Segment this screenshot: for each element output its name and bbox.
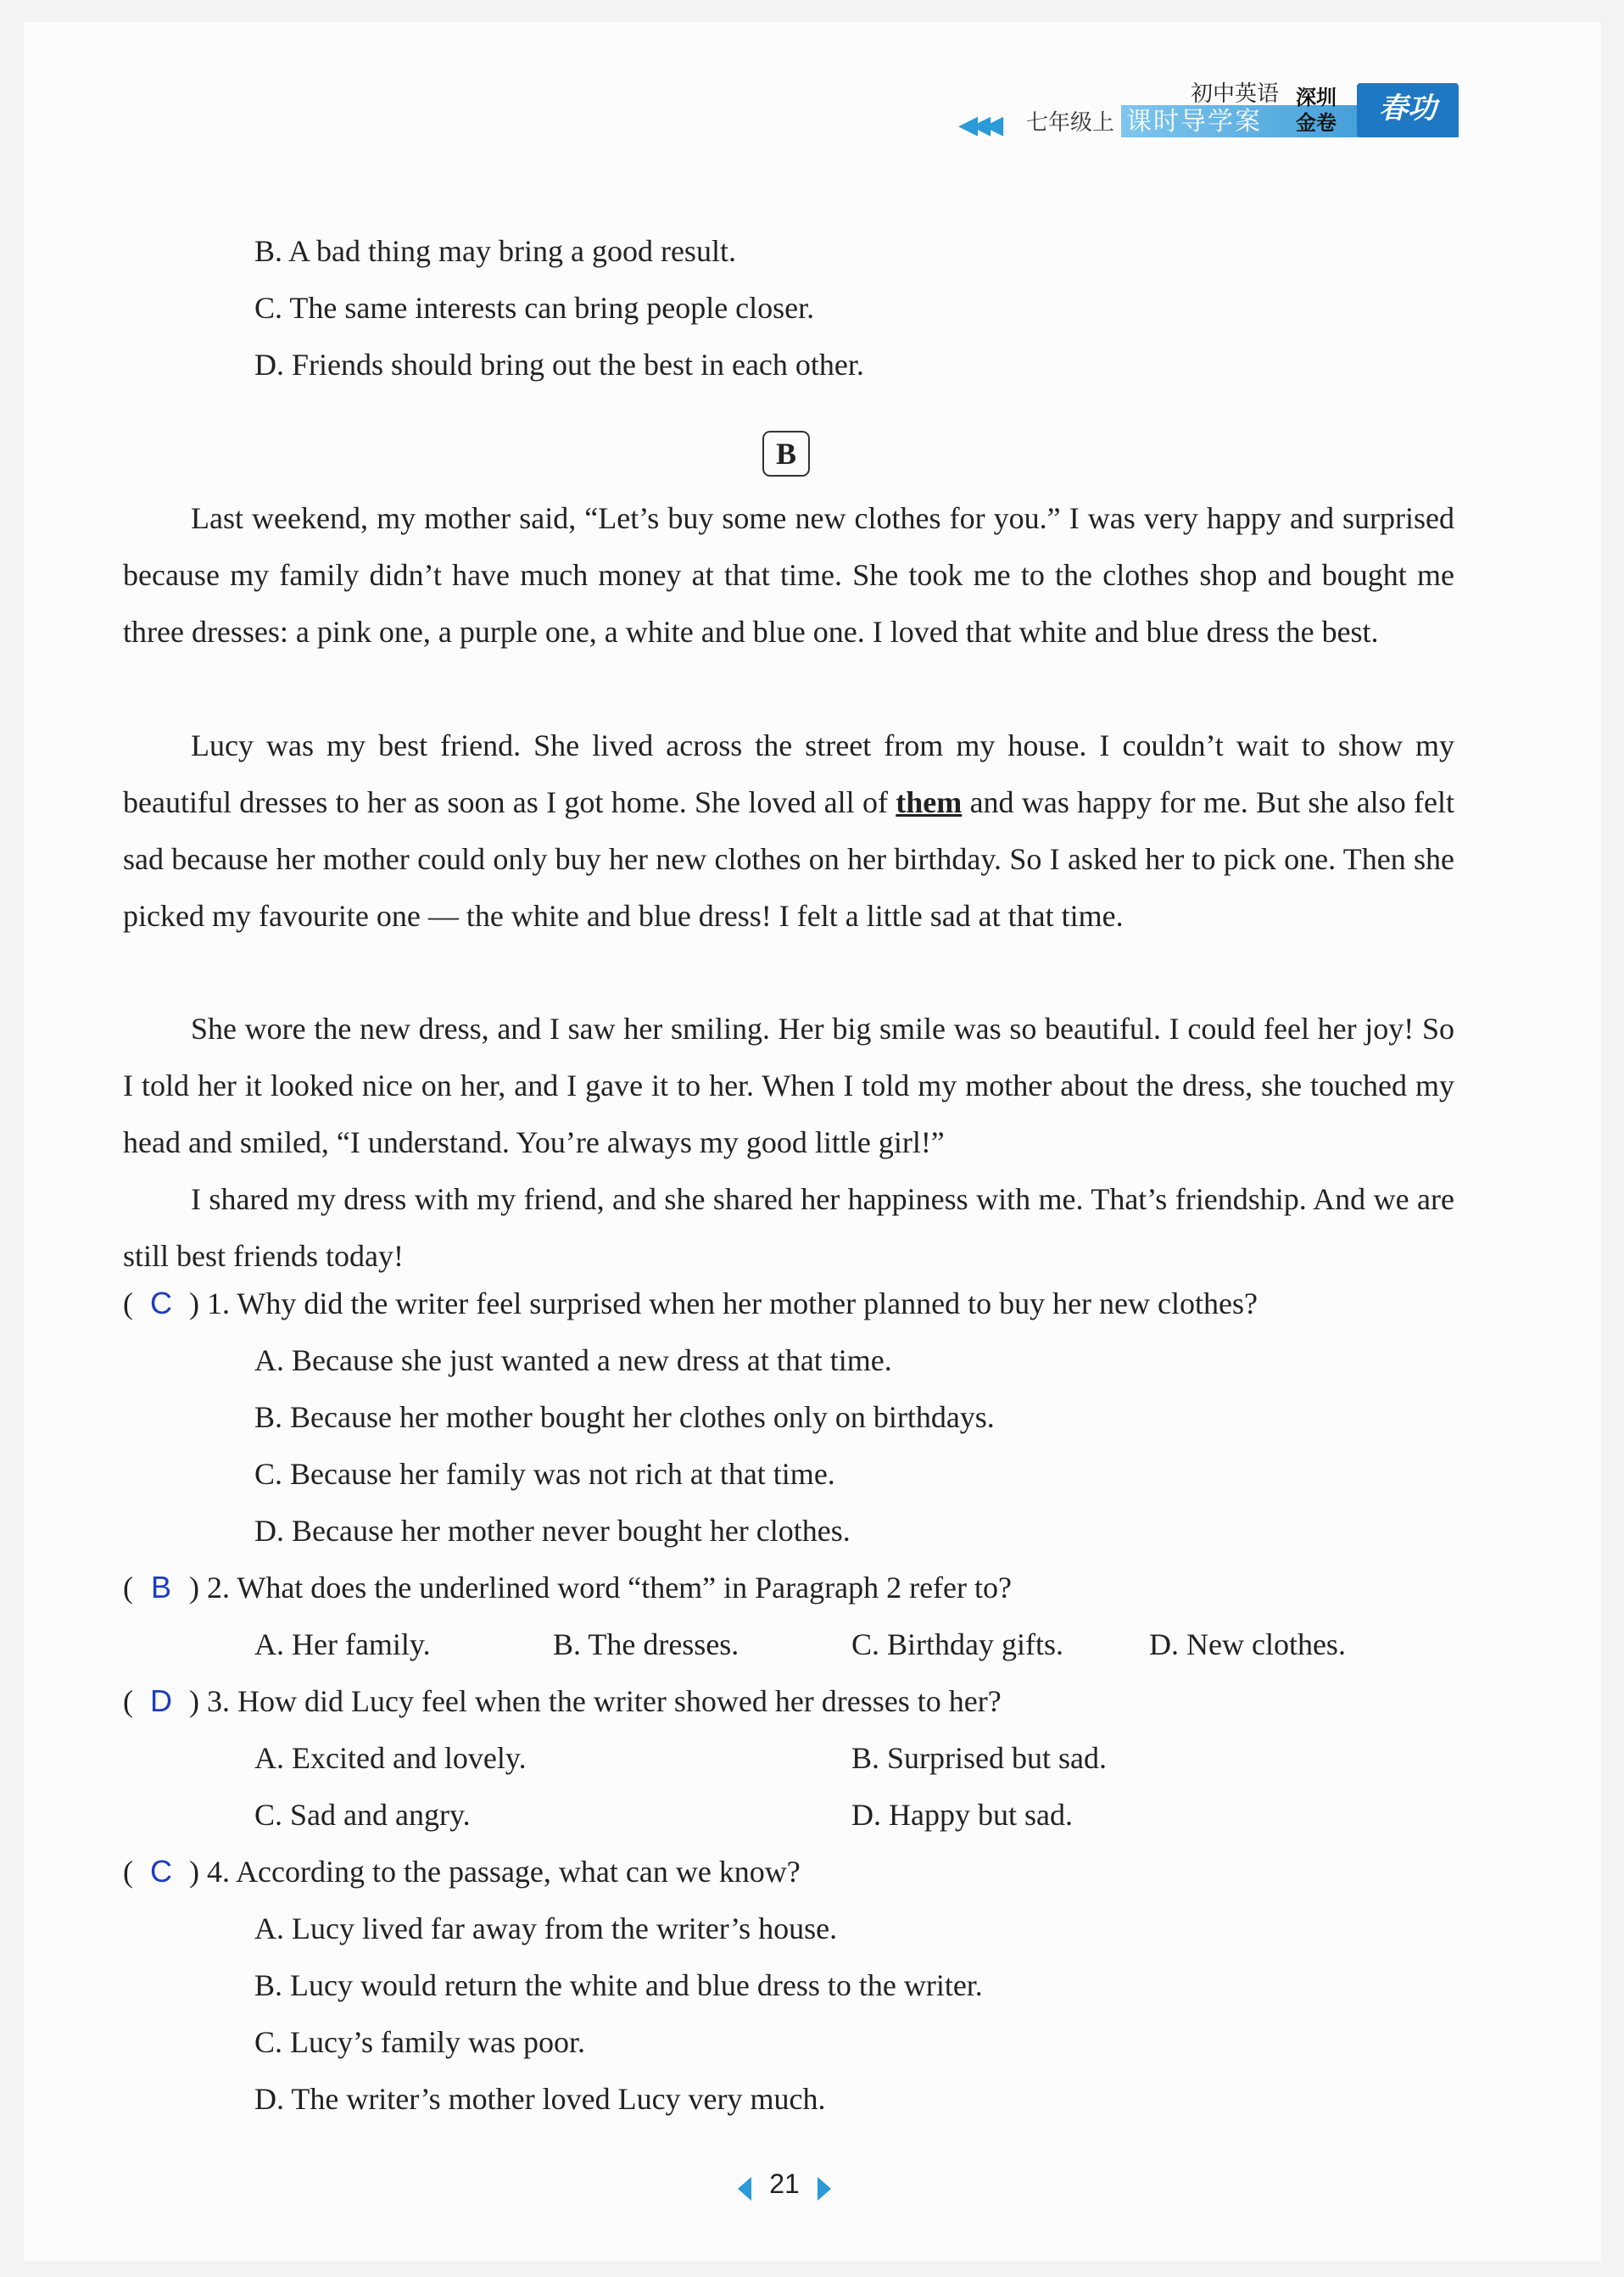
- prev-option-c: C. The same interests can bring people closer.: [254, 291, 815, 325]
- publisher-logo: 春功: [1357, 83, 1459, 137]
- paragraph-3-text: She wore the new dress, and I saw her smiling. Her big smile was so beautiful. I could feel her joy! So I told her it looked nice on her, and I gave it to her. When I told my mother about the dress, she touched my head and smiled, “I understand. You’re always my good little girl!”: [123, 1012, 1454, 1159]
- question-2-stem: 2. What does the underlined word “them” in Paragraph 2 refer to?: [207, 1571, 1012, 1605]
- q2-option-b: B. The dresses.: [553, 1627, 739, 1661]
- grade-label: 七年级上: [1026, 110, 1115, 136]
- question-3: ( D ) 3. How did Lucy feel when the writer showed her dresses to her?: [123, 1683, 1002, 1718]
- page-number: 21: [769, 2168, 800, 2199]
- paragraph-1: [123, 490, 1454, 661]
- question-3-stem: 3. How did Lucy feel when the writer showed her dresses to her?: [207, 1684, 1002, 1718]
- q1-option-a: A. Because she just wanted a new dress at that time.: [254, 1343, 892, 1377]
- header-banner: [958, 81, 1459, 141]
- q1-option-b: B. Because her mother bought her clothes only on birthdays.: [254, 1400, 995, 1434]
- answer-2: B: [150, 1570, 171, 1605]
- question-1: ( C ) 1. Why did the writer feel surprised when her mother planned to buy her new clothes?: [123, 1286, 1258, 1320]
- answer-3: D: [150, 1683, 172, 1718]
- paragraph-3: [123, 1001, 1454, 1171]
- q4-option-b: B. Lucy would return the white and blue dress to the writer.: [254, 1968, 983, 2002]
- paragraph-4: [123, 1171, 1454, 1285]
- section-badge: B: [762, 431, 810, 477]
- next-page-icon: [818, 2177, 831, 2201]
- q4-option-a: A. Lucy lived far away from the writer’s house.: [254, 1911, 838, 1945]
- q3-option-d: D. Happy but sad.: [851, 1798, 1073, 1832]
- answer-4: C: [150, 1854, 172, 1889]
- prev-option-b: B. A bad thing may bring a good result.: [254, 234, 736, 268]
- previous-page-icon: [738, 2177, 751, 2201]
- q3-option-c: C. Sad and angry.: [254, 1798, 471, 1832]
- paragraph-2-text-b: and was happy for me. But she also felt sad because her mother could only buy her new clothes on her birthday. So I asked her to pick one. Then she picked my favourite one — the white and blue dress! I felt a little sad at that time.: [123, 785, 1454, 933]
- left-arrows-icon: ◀◀◀: [958, 110, 997, 140]
- prev-option-d: D. Friends should bring out the best in each other.: [254, 348, 864, 382]
- q1-option-d: D. Because her mother never bought her clothes.: [254, 1514, 851, 1548]
- q2-option-c: C. Birthday gifts.: [851, 1627, 1063, 1661]
- q4-option-c: C. Lucy’s family was poor.: [254, 2025, 585, 2059]
- q1-option-c: C. Because her family was not rich at that time.: [254, 1457, 835, 1491]
- series-label: 深圳金卷: [1296, 86, 1337, 135]
- paragraph-4-text: I shared my dress with my friend, and she shared her happiness with me. That’s friendship. And we are still best friends today!: [123, 1182, 1454, 1273]
- course-title: 课时导学案: [1126, 107, 1262, 137]
- subject-label: 初中英语: [1191, 81, 1280, 107]
- paragraph-1-text: Last weekend, my mother said, “Let’s buy some new clothes for you.” I was very happy and surprised because my family didn’t have much money at that time. She took me to the clothes shop and bought me three dresses: a pink one, a purple one, a white and blue one. I loved that white and blue dress the best.: [123, 501, 1454, 649]
- q3-option-b: B. Surprised but sad.: [851, 1741, 1107, 1775]
- question-1-stem: 1. Why did the writer feel surprised when her mother planned to buy her new clothes?: [207, 1286, 1258, 1320]
- page-footer: [738, 2165, 831, 2202]
- underlined-word: them: [896, 785, 963, 819]
- question-4: ( C ) 4. According to the passage, what can we know?: [123, 1854, 801, 1889]
- q2-option-d: D. New clothes.: [1149, 1627, 1346, 1661]
- question-4-stem: 4. According to the passage, what can we know?: [207, 1855, 801, 1889]
- q2-option-a: A. Her family.: [254, 1627, 431, 1661]
- question-2: ( B ) 2. What does the underlined word “them” in Paragraph 2 refer to?: [123, 1570, 1012, 1605]
- paragraph-2-text-a: Lucy was my best friend. She lived across the street from my house. I couldn’t wait to show my beautiful dresses to her as soon as I got home. She loved all of: [123, 728, 1454, 819]
- answer-1: C: [150, 1286, 172, 1320]
- q4-option-d: D. The writer’s mother loved Lucy very much.: [254, 2082, 826, 2116]
- q3-option-a: A. Excited and lovely.: [254, 1741, 527, 1775]
- paragraph-2: [123, 717, 1454, 945]
